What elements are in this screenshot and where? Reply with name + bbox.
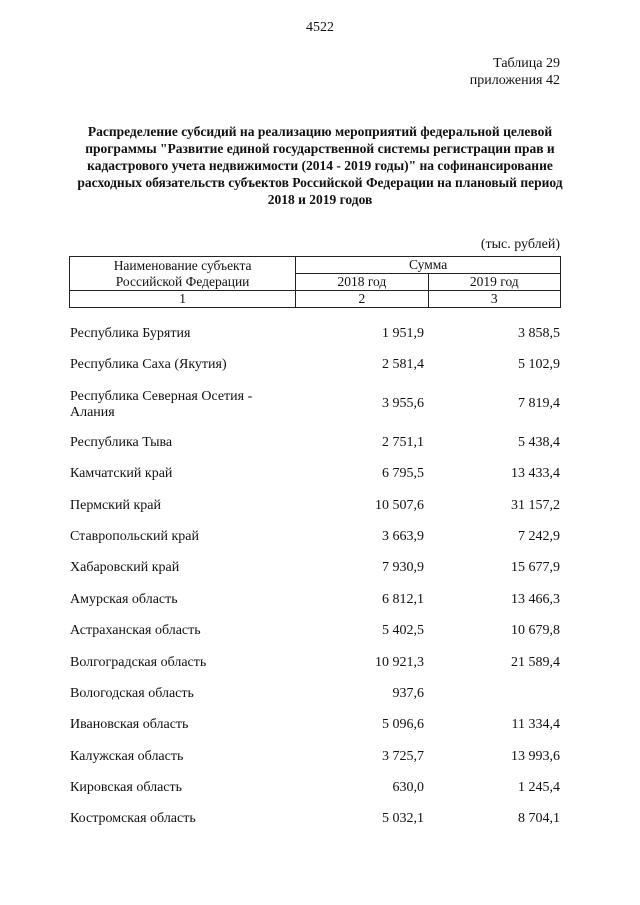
table-row	[70, 647, 562, 678]
document-title: Распределение субсидий на реализацию мероприятий федеральной целевой программы "Развитие единой государственной системы регистрации прав и кадастрового учета недвижимости (2014 - 2019 годы)" на софинансирование расходных обязательств субъектов Российской Федерации на плановый период 2018 и 2019 годов	[77, 124, 563, 207]
table-row	[70, 772, 562, 803]
value-2019: 13 433,4	[511, 466, 560, 482]
value-2018: 2 581,4	[382, 357, 424, 373]
header-col-number-2: 2	[296, 291, 428, 308]
value-2018: 10 507,6	[375, 497, 424, 513]
table-row	[70, 458, 562, 489]
value-2019: 5 102,9	[518, 357, 560, 373]
header-2019-cell: 2019 год	[428, 274, 560, 291]
value-2019: 13 466,3	[511, 591, 560, 607]
region-name: Камчатский край	[70, 466, 173, 482]
region-name: Волгоградская область	[70, 654, 207, 670]
region-name: Ивановская область	[70, 717, 189, 733]
value-2018: 6 812,1	[382, 591, 424, 607]
region-name: Калужская область	[70, 748, 184, 764]
region-name: Республика Саха (Якутия)	[70, 357, 227, 373]
region-name: Пермский край	[70, 497, 161, 513]
value-2019: 7 819,4	[518, 395, 560, 411]
header-name-line2: Российской Федерации	[115, 273, 250, 289]
value-2018: 10 921,3	[375, 654, 424, 670]
region-name: Амурская область	[70, 591, 178, 607]
value-2019: 3 858,5	[518, 326, 560, 341]
table-row	[70, 427, 562, 458]
header-col-number-1: 1	[70, 291, 296, 308]
value-2019: 10 679,8	[511, 623, 560, 639]
table-row	[70, 803, 562, 834]
header-sum-cell: Сумма	[296, 257, 561, 274]
table-header	[69, 256, 561, 308]
region-name: Республика Северная Осетия - Алания	[70, 388, 253, 420]
table-row	[70, 584, 562, 615]
table-ref-line2: приложения 42	[469, 73, 560, 88]
value-2018: 2 751,1	[382, 434, 424, 450]
table-row	[70, 552, 562, 583]
table-ref-line1: Таблица 29	[493, 56, 560, 71]
value-2019: 11 334,4	[511, 717, 560, 733]
value-2018: 5 402,5	[382, 623, 424, 639]
table-row	[70, 741, 562, 772]
value-2019: 13 993,6	[511, 748, 560, 764]
region-name: Вологодская область	[70, 685, 194, 701]
value-2019: 15 677,9	[511, 560, 560, 576]
value-2019: 7 242,9	[518, 528, 560, 544]
value-2018: 5 032,1	[382, 811, 424, 827]
value-2019: 21 589,4	[511, 654, 560, 670]
header-name-cell	[70, 257, 296, 291]
value-2019: 8 704,1	[518, 811, 560, 827]
value-2018: 6 795,5	[382, 466, 424, 482]
header-col-number-3: 3	[428, 291, 560, 308]
region-name: Республика Бурятия	[70, 326, 191, 341]
region-name: Кировская область	[70, 780, 183, 796]
value-2018: 3 955,6	[382, 395, 424, 411]
value-2018: 7 930,9	[382, 560, 424, 576]
value-2019: 1 245,4	[518, 780, 560, 796]
region-name: Ставропольский край	[70, 528, 199, 544]
table-row	[70, 318, 562, 349]
header-name-line1: Наименование субъекта	[113, 257, 252, 273]
value-2019: 31 157,2	[511, 497, 560, 513]
value-2018: 630,0	[392, 780, 424, 796]
table-row	[70, 521, 562, 552]
value-2018: 3 725,7	[382, 748, 424, 764]
region-name: Костромская область	[70, 811, 196, 827]
header-2018-cell: 2018 год	[296, 274, 428, 291]
table-row	[70, 678, 562, 709]
table-row	[70, 381, 562, 427]
page-number: 4522	[306, 20, 334, 35]
region-name: Республика Тыва	[70, 434, 173, 450]
table-reference	[470, 55, 560, 89]
table-row	[70, 490, 562, 521]
value-2018: 1 951,9	[382, 326, 424, 341]
value-2019: 5 438,4	[518, 434, 560, 450]
region-name: Хабаровский край	[70, 560, 180, 576]
value-2018: 5 096,6	[382, 717, 424, 733]
value-2018: 3 663,9	[382, 528, 424, 544]
units-label: (тыс. рублей)	[480, 237, 560, 252]
table-row	[70, 615, 562, 646]
table-row	[70, 349, 562, 380]
table-row	[70, 709, 562, 740]
region-name: Астраханская область	[70, 623, 201, 639]
value-2018: 937,6	[392, 685, 424, 701]
table-body	[70, 318, 562, 835]
